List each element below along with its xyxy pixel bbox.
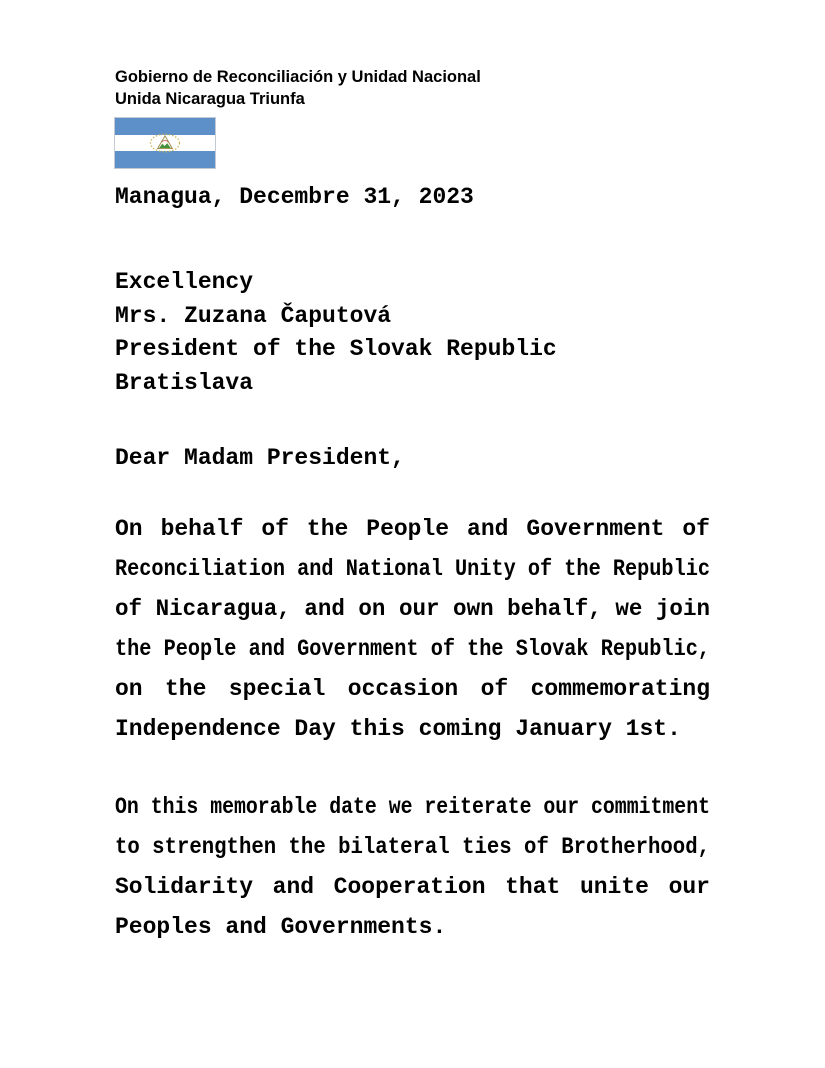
recipient-city: Bratislava xyxy=(115,370,254,397)
letterhead xyxy=(115,66,481,110)
paragraph-2 xyxy=(115,787,710,947)
paragraph-1-line: On behalf of the People and Government of xyxy=(115,516,710,542)
nicaragua-flag-svg xyxy=(115,118,215,168)
flag-stripe-bottom xyxy=(115,151,215,168)
recipient-name: Mrs. Zuzana Čaputová xyxy=(115,302,392,329)
date-line: Managua, Decembre 31, 2023 xyxy=(115,184,474,210)
letterhead-line-1: Gobierno de Reconciliación y Unidad Nacional xyxy=(115,68,481,86)
letterhead-line-2: Unida Nicaragua Triunfa xyxy=(115,90,305,108)
paragraph-1-last-line: Independence Day this coming January 1st. xyxy=(115,716,681,742)
paragraph-1-line: on the special occasion of commemorating xyxy=(115,676,710,702)
paragraph-2-line: On this memorable date we reiterate our commitment xyxy=(115,794,710,820)
paragraph-2-line: Solidarity and Cooperation that unite our xyxy=(115,874,710,900)
paragraph-1-line: of Nicaragua, and on our own behalf, we join xyxy=(115,596,710,622)
paragraph-1-line: Reconciliation and National Unity of the Republic xyxy=(115,556,710,582)
salutation: Dear Madam President, xyxy=(115,445,405,471)
recipient-role: President of the Slovak Republic xyxy=(115,336,557,363)
paragraph-2-last-line: Peoples and Governments. xyxy=(115,914,447,940)
nicaragua-flag-icon xyxy=(115,118,215,168)
recipient-title: Excellency xyxy=(115,269,254,295)
flag-stripe-top xyxy=(115,118,215,135)
paragraph-2-line: to strengthen the bilateral ties of Brotherhood, xyxy=(115,834,710,860)
paragraph-1-line: the People and Government of the Slovak Republic, xyxy=(115,636,710,662)
paragraph-1 xyxy=(115,509,710,749)
recipient-block xyxy=(115,266,557,401)
